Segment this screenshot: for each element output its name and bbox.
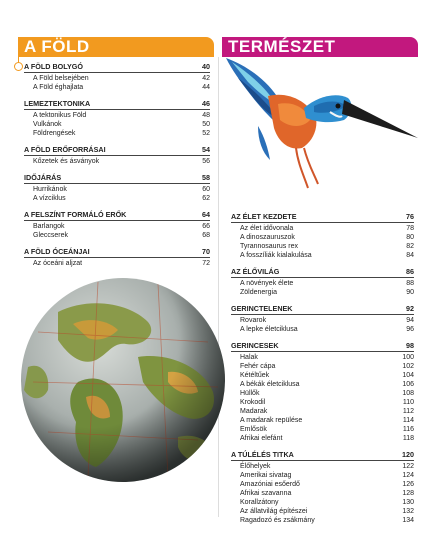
toc-entry-label: A fosszíliák kialakulása [240,252,312,259]
toc-entry [231,416,414,425]
toc-entry-page: 132 [402,508,414,515]
toc-entry-page: 114 [402,417,414,424]
toc-entry-label: A Föld belsejében [33,75,89,82]
toc-entry-label: Halak [240,354,258,361]
toc-section-page: 46 [202,99,210,108]
toc-entry-label: Barlangok [33,223,65,230]
toc-entry-page: 48 [202,112,210,119]
toc-section-heading [24,145,210,156]
toc-section-page: 120 [402,450,414,459]
toc-entry-page: 78 [406,225,414,232]
toc-entry-page: 84 [406,252,414,259]
toc-entry-label: Amazóniai esőerdő [240,481,300,488]
toc-entry-label: Élőhelyek [240,463,271,470]
toc-entry-page: 80 [406,234,414,241]
toc-entry-page: 60 [202,186,210,193]
toc-section-title: GERINCTELENEK [231,304,293,313]
toc-entry-page: 108 [402,390,414,397]
toc-entry-page: 62 [202,195,210,202]
toc-entry-label: A növények élete [240,280,294,287]
toc-entry [24,120,210,129]
toc-entry-page: 42 [202,75,210,82]
toc-section-page: 70 [202,247,210,256]
toc-section-heading [24,62,210,73]
toc-entry-label: A vízciklus [33,195,66,202]
toc-section [231,212,414,260]
toc-entry-page: 52 [202,130,210,137]
toc-entry [231,480,414,489]
toc-section-heading [24,247,210,258]
toc-entry [231,224,414,233]
toc-section-heading [231,267,414,278]
toc-entry [231,251,414,260]
toc-entry [231,279,414,288]
toc-entry-label: Amerikai sivatag [240,472,292,479]
toc-entry-page: 102 [402,363,414,370]
toc-entry-page: 126 [402,481,414,488]
toc-entry-page: 44 [202,84,210,91]
toc-entry [231,516,414,525]
toc-entry-label: A tektonikus Föld [33,112,87,119]
toc-entry-page: 110 [402,399,414,406]
toc-entry-page: 50 [202,121,210,128]
toc-entry [231,407,414,416]
toc-section-title: A FÖLD BOLYGÓ [24,62,83,71]
toc-entry [231,425,414,434]
toc-entry-label: Kétéltűek [240,372,270,379]
toc-entry-label: Vulkánok [33,121,62,128]
toc-entry [231,353,414,362]
toc-entry-label: A békák életciklusa [240,381,300,388]
toc-section-page: 98 [406,341,414,350]
toc-section-page: 40 [202,62,210,71]
toc-entry-page: 104 [402,372,414,379]
toc-entry-page: 128 [402,490,414,497]
toc-section-heading [24,210,210,221]
toc-section-title: LEMEZTEKTONIKA [24,99,91,108]
earth-globe-illustration [18,272,228,487]
toc-entry-label: A lepke életciklusa [240,326,298,333]
toc-section [231,341,414,443]
toc-entry-page: 100 [402,354,414,361]
toc-entry-label: Rovarok [240,317,267,324]
toc-entry-page: 90 [406,289,414,296]
toc-entry-label: Korallzátony [240,499,279,506]
toc-entry-label: Az óceáni aljzat [33,260,83,267]
toc-entry-label: A madarak repülése [240,417,303,424]
toc-entry [231,389,414,398]
toc-section-heading [24,99,210,110]
toc-entry [231,471,414,480]
chapter-header-earth: A FÖLD [18,37,214,57]
toc-entry [231,498,414,507]
toc-entry [231,398,414,407]
toc-entry [231,371,414,380]
toc-section [24,210,210,240]
toc-section [231,450,414,525]
toc-entry [231,380,414,389]
toc-section-page: 86 [406,267,414,276]
toc-section-title: A FELSZÍNT FORMÁLÓ ERŐK [24,210,127,219]
toc-entry-page: 82 [406,243,414,250]
toc-entry-page: 106 [402,381,414,388]
toc-entry-page: 124 [402,472,414,479]
toc-section-title: A FÖLD ÓCEÁNJAI [24,247,90,256]
toc-section-heading [231,304,414,315]
toc-entry [24,83,210,92]
toc-entry [24,194,210,203]
toc-entry [24,231,210,240]
toc-entry [24,185,210,194]
toc-section-title: AZ ÉLET KEZDETE [231,212,297,221]
toc-section-title: IDŐJÁRÁS [24,173,62,182]
toc-section-heading [24,173,210,184]
toc-entry [231,316,414,325]
toc-entry-label: Hurrikánok [33,186,67,193]
toc-section-title: AZ ÉLŐVILÁG [231,267,280,276]
toc-section [24,99,210,138]
toc-entry [231,489,414,498]
toc-entry-label: Afrikai szavanna [240,490,292,497]
toc-entry [24,259,210,268]
toc-entry-page: 118 [402,435,414,442]
toc-entry-page: 96 [406,326,414,333]
toc-section-page: 76 [406,212,414,221]
toc-entry-label: Madarak [240,408,268,415]
toc-entry-page: 116 [402,426,414,433]
toc-entry-page: 134 [402,517,414,524]
toc-entry-page: 66 [202,223,210,230]
toc-section-heading [231,341,414,352]
toc-section-heading [231,212,414,223]
toc-entry-page: 94 [406,317,414,324]
toc-entry-label: A Föld éghajlata [33,84,84,91]
toc-entry [24,74,210,83]
toc-section [24,247,210,268]
toc-section-title: A FÖLD ERŐFORRÁSAI [24,145,106,154]
toc-entry-label: Emlősök [240,426,267,433]
toc-entry-page: 72 [202,260,210,267]
toc-entry [24,157,210,166]
toc-entry-label: Az állatvilág építészei [240,508,308,515]
toc-entry-label: Kőzetek és ásványok [33,158,100,165]
toc-entry [231,288,414,297]
toc-entry [24,222,210,231]
toc-entry [231,233,414,242]
kingfisher-illustration [218,56,428,206]
toc-nature [231,212,414,532]
toc-entry-label: Krokodil [240,399,266,406]
toc-entry-label: Gleccserek [33,232,69,239]
toc-entry-label: Tyrannosaurus rex [240,243,298,250]
toc-section-page: 58 [202,173,210,182]
toc-section-page: 64 [202,210,210,219]
toc-entry-page: 56 [202,158,210,165]
chapter-header-nature: TERMÉSZET [222,37,418,57]
toc-entry-label: Hüllők [240,390,260,397]
toc-entry [24,111,210,120]
toc-section-page: 54 [202,145,210,154]
toc-entry-page: 68 [202,232,210,239]
toc-entry [231,242,414,251]
toc-entry-page: 122 [402,463,414,470]
toc-entry-label: Földrengések [33,130,76,137]
toc-earth [24,62,210,275]
toc-entry-label: A dinoszauruszok [240,234,295,241]
toc-entry-label: Az élet idővonala [240,225,294,232]
toc-section-title: A TÚLÉLÉS TITKA [231,450,294,459]
toc-entry [231,325,414,334]
toc-entry-label: Zöldenergia [240,289,277,296]
toc-entry [24,129,210,138]
section-marker-icon [14,62,23,71]
toc-section-heading [231,450,414,461]
toc-section [24,173,210,203]
toc-entry-page: 88 [406,280,414,287]
toc-entry-label: Fehér cápa [240,363,276,370]
toc-section-page: 92 [406,304,414,313]
toc-entry [231,507,414,516]
toc-section [24,145,210,166]
toc-entry [231,434,414,443]
toc-entry-page: 130 [402,499,414,506]
toc-entry [231,462,414,471]
toc-entry [231,362,414,371]
toc-entry-label: Afrikai elefánt [240,435,283,442]
toc-entry-page: 112 [402,408,414,415]
toc-section [231,267,414,297]
toc-section [231,304,414,334]
toc-entry-label: Ragadozó és zsákmány [240,517,315,524]
toc-section [24,62,210,92]
toc-section-title: GERINCESEK [231,341,279,350]
